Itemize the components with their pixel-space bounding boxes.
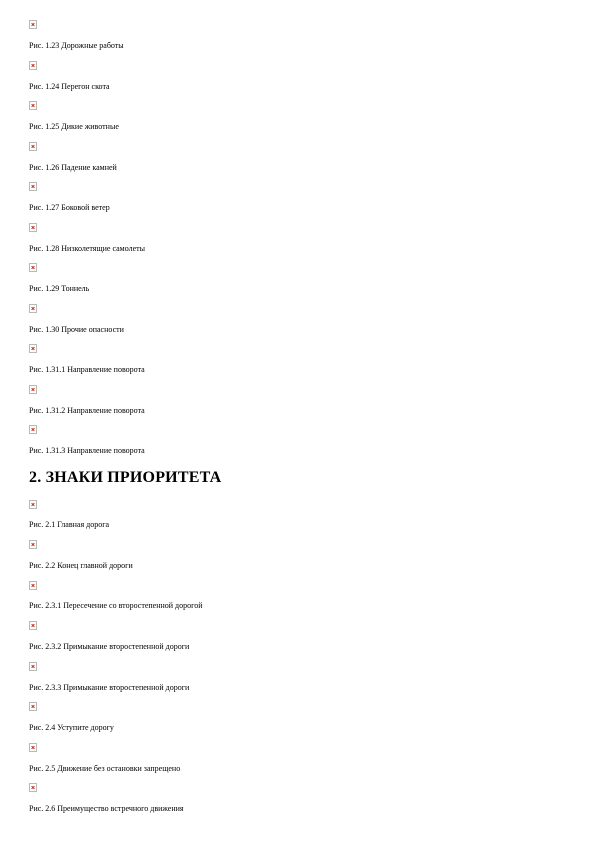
broken-image-icon [29,500,37,509]
figure-caption: Рис. 2.3.3 Примыкание второстепенной дороги [29,683,190,692]
broken-image-icon [29,743,37,752]
broken-image-icon [29,581,37,590]
broken-image-icon [29,304,37,313]
figure-caption: Рис. 2.3.2 Примыкание второстепенной дороги [29,642,190,651]
broken-image-icon [29,101,37,110]
broken-image-icon [29,20,37,29]
broken-image-icon [29,182,37,191]
figure-caption: Рис. 1.27 Боковой ветер [29,203,110,212]
figure-caption: Рис. 1.25 Дикие животные [29,122,119,131]
broken-image-icon [29,621,37,630]
broken-image-icon [29,783,37,792]
figure-caption: Рис. 2.4 Уступите дорогу [29,723,114,732]
figure-caption: Рис. 2.5 Движение без остановки запрещено [29,764,181,773]
figure-caption: Рис. 2.2 Конец главной дороги [29,561,133,570]
section-heading: 2. ЗНАКИ ПРИОРИТЕТА [29,469,222,486]
figure-caption: Рис. 2.1 Главная дорога [29,520,110,529]
broken-image-icon [29,662,37,671]
figure-caption: Рис. 1.28 Низколетящие самолеты [29,244,146,253]
figure-caption: Рис. 1.30 Прочие опасности [29,325,124,334]
broken-image-icon [29,263,37,272]
figure-caption: Рис. 1.24 Перегон скота [29,82,110,91]
figure-caption: Рис. 1.23 Дорожные работы [29,41,124,50]
figure-caption: Рис. 1.29 Тоннель [29,284,90,293]
figure-caption: Рис. 1.31.1 Направление поворота [29,365,145,374]
broken-image-icon [29,142,37,151]
broken-image-icon [29,385,37,394]
figure-caption: Рис. 1.31.3 Направление поворота [29,446,145,455]
figure-caption: Рис. 1.31.2 Направление поворота [29,406,145,415]
figure-caption: Рис. 2.3.1 Пересечение со второстепенной дорогой [29,601,203,610]
broken-image-icon [29,223,37,232]
broken-image-icon [29,344,37,353]
figure-caption: Рис. 2.6 Преимущество встречного движения [29,804,184,813]
broken-image-icon [29,61,37,70]
figure-caption: Рис. 1.26 Падение камней [29,163,117,172]
broken-image-icon [29,425,37,434]
broken-image-icon [29,702,37,711]
broken-image-icon [29,540,37,549]
